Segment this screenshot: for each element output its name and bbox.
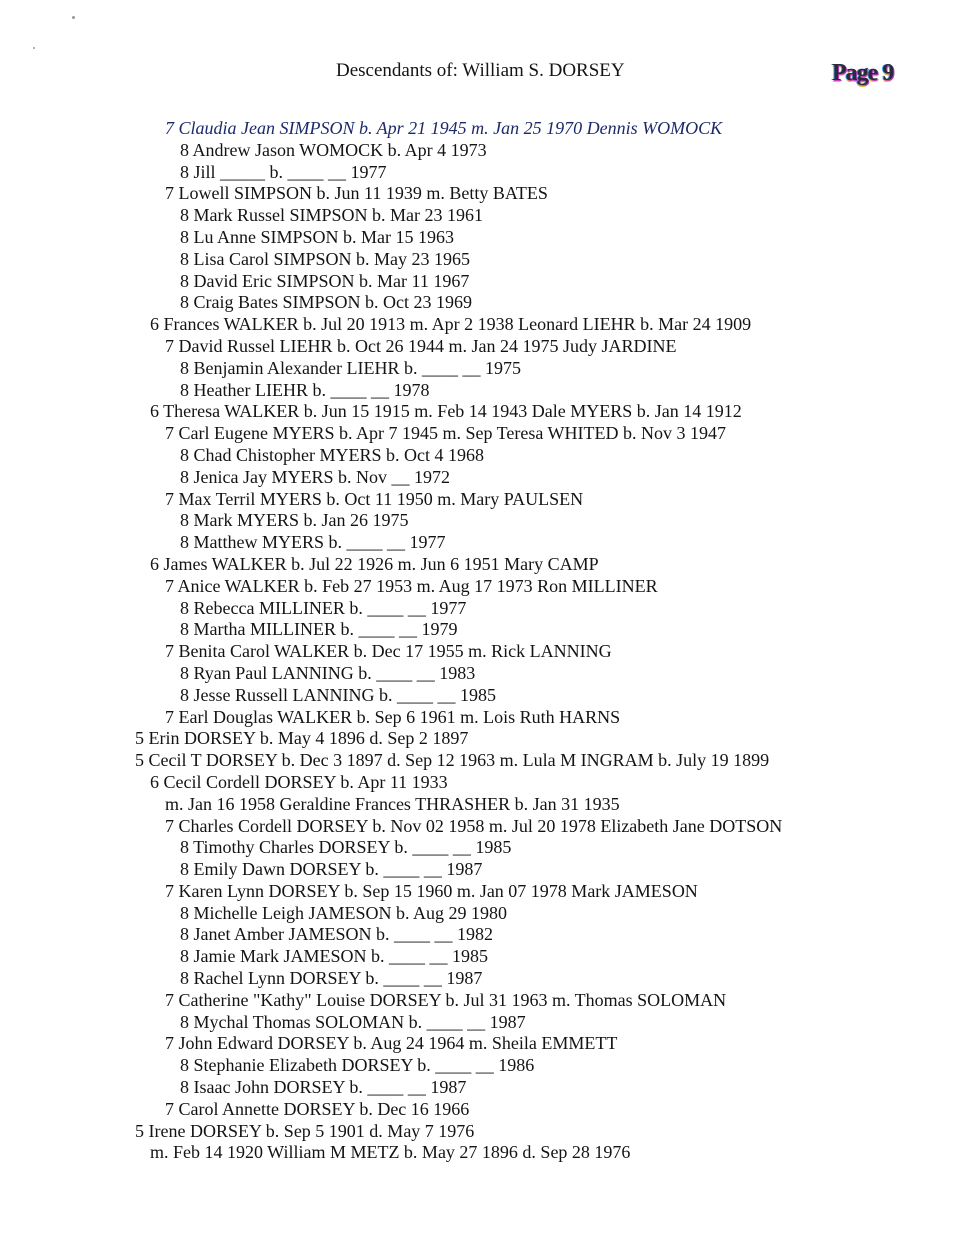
entry-line: 8 Timothy Charles DORSEY b. ____ __ 1985 bbox=[180, 837, 512, 858]
entry-line: 8 Ryan Paul LANNING b. ____ __ 1983 bbox=[180, 662, 476, 683]
entry-line: 7 Karen Lynn DORSEY b. Sep 15 1960 m. Jan 07 1978 Mark JAMESON bbox=[165, 880, 698, 901]
entry-line: 8 Michelle Leigh JAMESON b. Aug 29 1980 bbox=[180, 902, 507, 923]
entry-line: 8 Chad Chistopher MYERS b. Oct 4 1968 bbox=[180, 444, 484, 465]
scan-speck bbox=[33, 47, 35, 49]
entry-line: 8 Isaac John DORSEY b. ____ __ 1987 bbox=[180, 1077, 467, 1098]
entry-line: 8 Martha MILLINER b. ____ __ 1979 bbox=[180, 619, 458, 640]
entry-line: 7 Carl Eugene MYERS b. Apr 7 1945 m. Sep Teresa WHITED b. Nov 3 1947 bbox=[165, 423, 727, 444]
entry-line: 8 Craig Bates SIMPSON b. Oct 23 1969 bbox=[180, 292, 472, 313]
entry-line: 6 Cecil Cordell DORSEY b. Apr 11 1933 bbox=[150, 771, 448, 792]
scan-speck bbox=[72, 16, 75, 19]
entry-line: 8 Rebecca MILLINER b. ____ __ 1977 bbox=[180, 597, 467, 618]
entry-line: 8 Stephanie Elizabeth DORSEY b. ____ __ 1986 bbox=[180, 1055, 535, 1076]
entry-line: 7 Carol Annette DORSEY b. Dec 16 1966 bbox=[165, 1098, 470, 1119]
entry-line: 8 Jill _____ b. ____ __ 1977 bbox=[180, 161, 387, 182]
entry-line: 8 Matthew MYERS b. ____ __ 1977 bbox=[180, 532, 446, 553]
entry-line: 8 Lisa Carol SIMPSON b. May 23 1965 bbox=[180, 248, 471, 269]
entry-line: 7 Anice WALKER b. Feb 27 1953 m. Aug 17 1973 Ron MILLINER bbox=[165, 575, 658, 596]
entry-line: 7 Earl Douglas WALKER b. Sep 6 1961 m. Lois Ruth HARNS bbox=[165, 706, 621, 727]
entry-line: 8 Jesse Russell LANNING b. ____ __ 1985 bbox=[180, 684, 496, 705]
entry-line: 8 Jenica Jay MYERS b. Nov __ 1972 bbox=[180, 466, 450, 487]
genealogy-entries bbox=[0, 118, 971, 1164]
entry-line: 7 John Edward DORSEY b. Aug 24 1964 m. Sheila EMMETT bbox=[165, 1033, 618, 1054]
entry-line: 8 Janet Amber JAMESON b. ____ __ 1982 bbox=[180, 924, 493, 945]
entry-line: 8 Jamie Mark JAMESON b. ____ __ 1985 bbox=[180, 946, 488, 967]
entry-line: m. Jan 16 1958 Geraldine Frances THRASHER b. Jan 31 1935 bbox=[165, 793, 620, 814]
entry-line: 7 Benita Carol WALKER b. Dec 17 1955 m. Rick LANNING bbox=[165, 641, 612, 662]
entry-line: 8 Mark Russel SIMPSON b. Mar 23 1961 bbox=[180, 205, 484, 226]
entry-line: 7 David Russel LIEHR b. Oct 26 1944 m. Jan 24 1975 Judy JARDINE bbox=[165, 335, 677, 356]
entry-line: 8 Lu Anne SIMPSON b. Mar 15 1963 bbox=[180, 226, 455, 247]
entry-line: 8 Rachel Lynn DORSEY b. ____ __ 1987 bbox=[180, 968, 483, 989]
entry-line: 6 Frances WALKER b. Jul 20 1913 m. Apr 2 1938 Leonard LIEHR b. Mar 24 1909 bbox=[150, 314, 752, 335]
page-title: Descendants of: William S. DORSEY bbox=[336, 60, 625, 81]
entry-line: 8 David Eric SIMPSON b. Mar 11 1967 bbox=[180, 270, 470, 291]
entry-line: 8 Mark MYERS b. Jan 26 1975 bbox=[180, 510, 409, 531]
entry-line: 8 Andrew Jason WOMOCK b. Apr 4 1973 bbox=[180, 139, 487, 160]
entry-line: 5 Irene DORSEY b. Sep 5 1901 d. May 7 1976 bbox=[135, 1120, 475, 1141]
entry-line: m. Feb 14 1920 William M METZ b. May 27 1896 d. Sep 28 1976 bbox=[150, 1142, 631, 1163]
entry-line: 7 Max Terril MYERS b. Oct 11 1950 m. Mary PAULSEN bbox=[165, 488, 584, 509]
entry-line: 8 Mychal Thomas SOLOMAN b. ____ __ 1987 bbox=[180, 1011, 526, 1032]
entry-line: 6 Theresa WALKER b. Jun 15 1915 m. Feb 14 1943 Dale MYERS b. Jan 14 1912 bbox=[150, 401, 742, 422]
entry-line: 5 Erin DORSEY b. May 4 1896 d. Sep 2 1897 bbox=[135, 728, 469, 749]
entry-line: 5 Cecil T DORSEY b. Dec 3 1897 d. Sep 12 1963 m. Lula M INGRAM b. July 19 1899 bbox=[135, 750, 770, 771]
entry-line: 7 Lowell SIMPSON b. Jun 11 1939 m. Betty BATES bbox=[165, 183, 548, 204]
entry-line: 7 Claudia Jean SIMPSON b. Apr 21 1945 m. Jan 25 1970 Dennis WOMOCK bbox=[165, 118, 723, 138]
entry-line: 8 Benjamin Alexander LIEHR b. ____ __ 1975 bbox=[180, 357, 521, 378]
page-number: Page 9 bbox=[832, 60, 894, 86]
entry-line: 7 Charles Cordell DORSEY b. Nov 02 1958 m. Jul 20 1978 Elizabeth Jane DOTSON bbox=[165, 815, 783, 836]
entry-line: 8 Emily Dawn DORSEY b. ____ __ 1987 bbox=[180, 859, 483, 880]
entry-line: 8 Heather LIEHR b. ____ __ 1978 bbox=[180, 379, 430, 400]
entry-line: 6 James WALKER b. Jul 22 1926 m. Jun 6 1951 Mary CAMP bbox=[150, 553, 599, 574]
entry-line: 7 Catherine "Kathy" Louise DORSEY b. Jul 31 1963 m. Thomas SOLOMAN bbox=[165, 989, 727, 1010]
